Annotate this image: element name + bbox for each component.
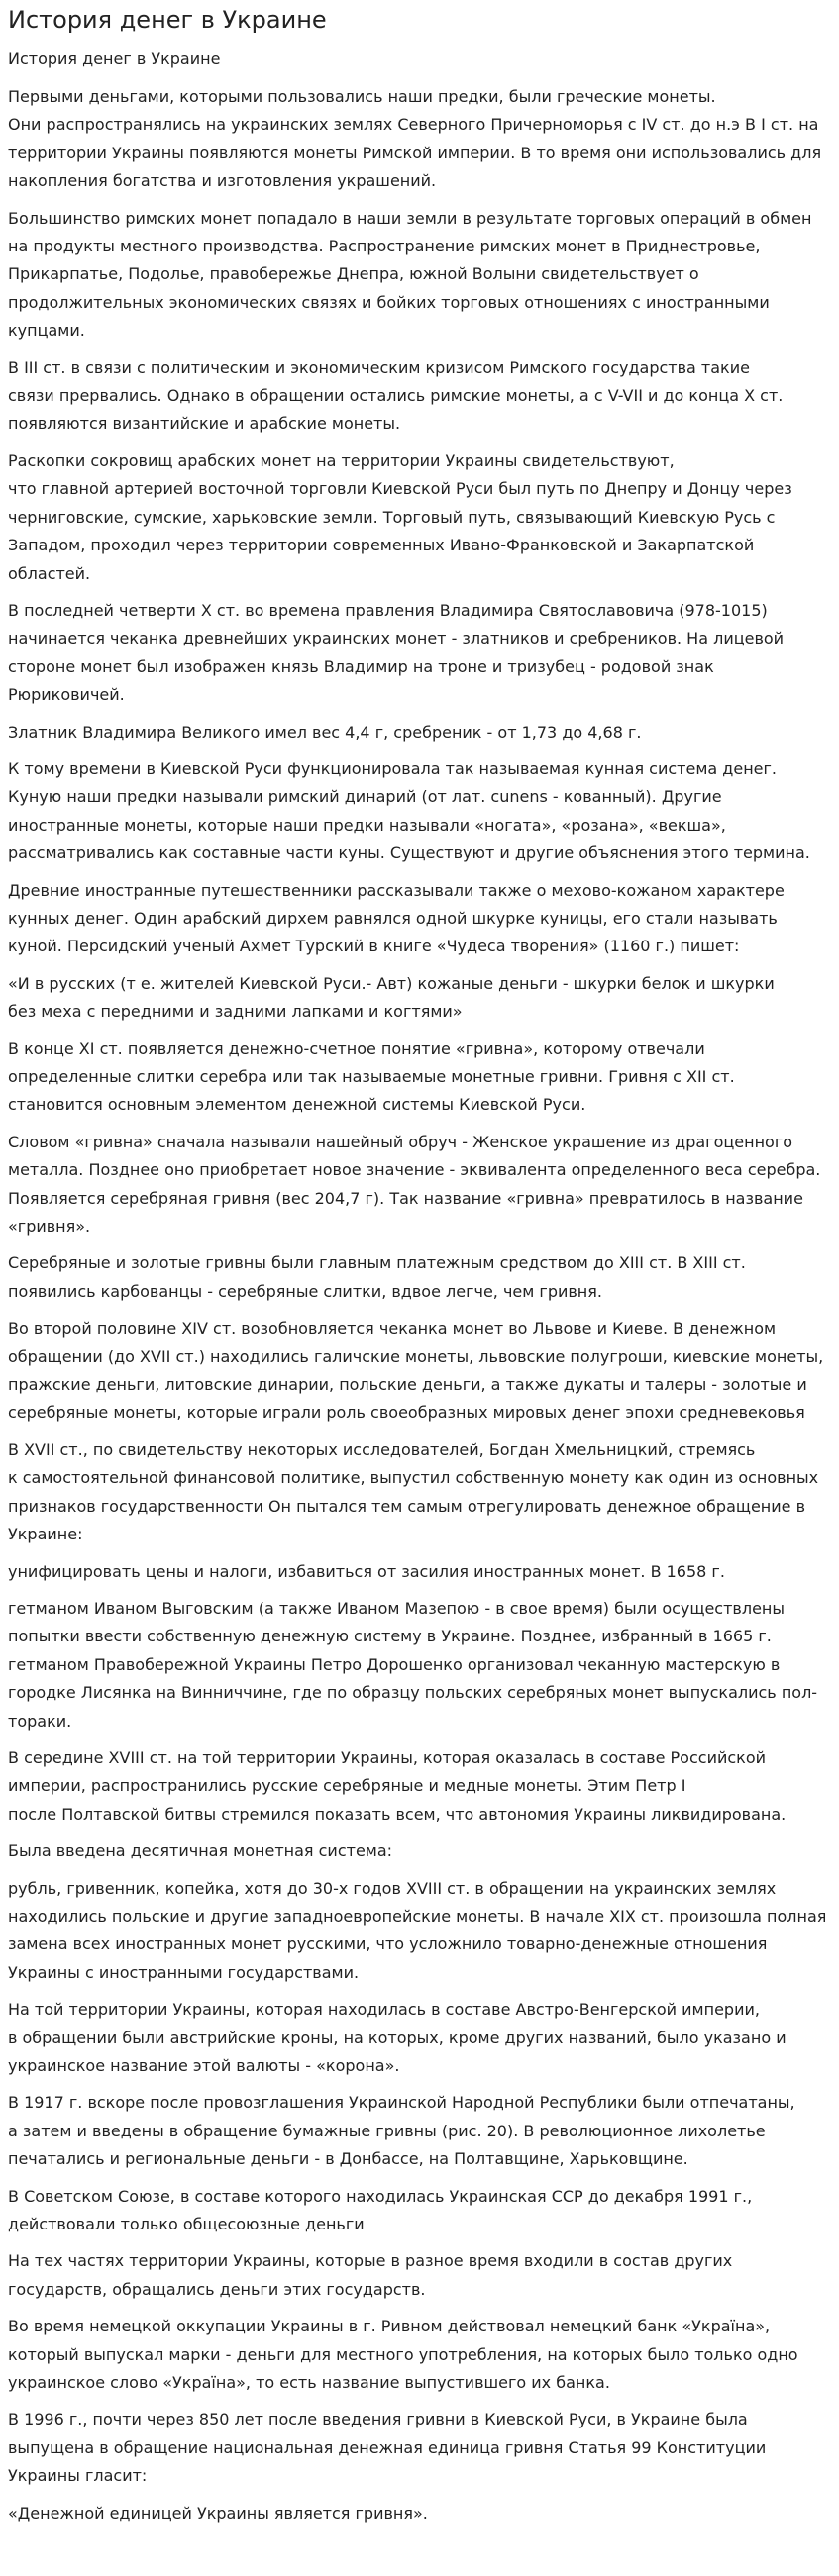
- paragraph: Древние иностранные путешественники рассказывали также о мехово-кожаном характере кунных денег. Один арабский дирхем равнялся одной шкурке куницы, его стали называть куной. Персидский ученый Ахмет Турский в книге «Чудеса творения» (1160 г.) пишет:: [8, 880, 785, 956]
- paragraph: Во второй половине XIV ст. возобновляется чеканка монет во Львове и Киеве. В денежном обращении (до XVII ст.) находились галичские монеты, львовские полугроши, киевские монеты, пражские деньги, литовские динарии, польские деньги, а также дукаты и талеры - золотые и серебряные монеты, которые играли роль своеобразных мировых денег эпохи средневековья: [8, 1319, 824, 1423]
- paragraph: рубль, гривенник, копейка, хотя до 30-х годов XVIII ст. в обращении на украинских землях находились польские и другие западноевропейские монеты. В начале XIX ст. произошла полная замена всех иностранных монет русскими, что усложнило товарно-денежные отношения Украины с иностранными государствами.: [8, 1878, 827, 1982]
- paragraph: В 1917 г. вскоре после провозглашения Украинской Народной Республики были отпечатаны, а затем и введены в обращение бумажные гривны (рис. 20). В революционное лихолетье печатались и региональные деньги - в Донбассе, на Полтавщине, Харьковщине.: [8, 2093, 795, 2169]
- paragraph: В 1996 г., почти через 850 лет после введения гривни в Киевской Руси, в Украине была выпущена в обращение национальная денежная единица гривня Статья 99 Конституции Украины гласит:: [8, 2410, 767, 2486]
- paragraph: Раскопки сокровищ арабских монет на территории Украины свидетельствуют, что главной артерией восточной торговли Киевской Руси был путь по Днепру и Донцу через черниговские, сумские, харьковские земли. Торговый путь, связывающий Киевскую Русь с Западом, проходил через территории современных Ивано-Франковской и Закарпатской областей.: [8, 450, 792, 583]
- quote-paragraph: «Денежной единицей Украины является гривня».: [8, 2503, 428, 2523]
- paragraph: На той территории Украины, которая находилась в составе Австро-Венгерской империи, в обращении были австрийские кроны, на которых, кроме других названий, было указано и украинское название этой валюты - «корона».: [8, 2000, 787, 2075]
- paragraph: В середине XVIII ст. на той территории Украины, которая оказалась в составе Российской империи, распространились русские серебряные и медные монеты. Этим Петр I после Полтавской битвы стремился показать всем, что автономия Украины ликвидирована.: [8, 1747, 787, 1824]
- paragraph: Была введена десятичная монетная система:: [8, 1841, 393, 1861]
- paragraph: Словом «гривна» сначала называли нашейный обруч - Женское украшение из драгоценного металла. Позднее оно приобретает новое значение - эквивалента определенного веса серебра. Появляется серебряная гривня (вес 204,7 г). Так название «гривна» превратилось в название «гривня».: [8, 1132, 821, 1237]
- paragraph: В Советском Союзе, в составе которого находилась Украинская ССР до декабря 1991 г., действовали только общесоюзные деньги: [8, 2186, 753, 2234]
- paragraph: Во время немецкой оккупации Украины в г. Ривном действовал немецкий банк «Україна», который выпускал марки - деньги для местного употребления, на которых было только одно украинское слово «Україна», то есть название выпустившего их банка.: [8, 2317, 798, 2393]
- paragraph: унифицировать цены и налоги, избавиться от засилия иностранных монет. В 1658 г.: [8, 1561, 725, 1581]
- paragraph: гетманом Иваном Выговским (а также Иваном Мазепою - в свое время) были осуществлены попытки ввести собственную денежную систему в Украине. Позднее, избранный в 1665 г. гетманом Правобережной Украины Петро Дорошенко организовал чеканную мастерскую в городке Лисянка на Винниччине, где по образцу польских серебряных монет выпускались пол-тораки.: [8, 1598, 818, 1731]
- quote-paragraph: «И в русских (т е. жителей Киевской Руси.- Авт) кожаные деньги - шкурки белок и шкурки без меха с передними и задними лапками и когтями»: [8, 973, 775, 1022]
- paragraph: Серебряные и золотые гривны были главным платежным средством до XIII ст. В XIII ст. появились карбованцы - серебряные слитки, вдвое легче, чем гривня.: [8, 1253, 746, 1301]
- paragraph: Первыми деньгами, которыми пользовались наши предки, были греческие монеты. Они распространялись на украинских землях Северного Причерноморья с IV ст. до н.э В I ст. на территории Украины появляются монеты Римской империи. В то время они использовались для накопления богатства и изготовления украшений.: [8, 87, 822, 191]
- page-title: История денег в Украине: [8, 6, 327, 34]
- paragraph: Златник Владимира Великого имел вес 4,4 г, сребреник - от 1,73 до 4,68 г.: [8, 722, 642, 742]
- paragraph: В XVII ст., по свидетельству некоторых исследователей, Богдан Хмельницкий, стремясь к самостоятельной финансовой политике, выпустил собственную монету как один из основных признаков государственности Он пытался тем самым отрегулировать денежное обращение в Украине:: [8, 1439, 819, 1544]
- paragraph: К тому времени в Киевской Руси функционировала так называемая кунная система денег. Куную наши предки называли римский динарий (от лат. cunens - кованный). Другие иностранные монеты, которые наши предки называли «ногата», «розана», «векша», рассматривались как составные части куны. Существуют и другие объяснения этого термина.: [8, 758, 810, 863]
- paragraph: В III ст. в связи с политическим и экономическим кризисом Римского государства такие связи прервались. Однако в обращении остались римские монеты, а с V-VII и до конца X ст. появляются византийские и арабские монеты.: [8, 357, 784, 434]
- paragraph: На тех частях территории Украины, которые в разное время входили в состав других государств, обращались деньги этих государств.: [8, 2251, 733, 2299]
- article-body: [8, 83, 831, 2527]
- page-subtitle: История денег в Украине: [8, 50, 221, 68]
- paragraph: В последней четверти X ст. во времена правления Владимира Святославовича (978-1015) начинается чеканка древнейших украинских монет - златников и сребреников. На лицевой стороне монет был изображен князь Владимир на троне и тризубец - родовой знак Рюриковичей.: [8, 600, 785, 705]
- paragraph: В конце XI ст. появляется денежно-счетное понятие «гривна», которому отвечали определенные слитки серебра или так называемые монетные гривни. Гривня с XII ст. становится основным элементом денежной системы Киевской Руси.: [8, 1039, 735, 1115]
- paragraph: Большинство римских монет попадало в наши земли в результате торговых операций в обмен на продукты местного производства. Распространение римских монет в Приднестровье, Прикарпатье, Подолье, правобережье Днепра, южной Волыни свидетельствует о продолжительных экономических связях и бойких торговых отношениях с иностранными купцами.: [8, 208, 812, 341]
